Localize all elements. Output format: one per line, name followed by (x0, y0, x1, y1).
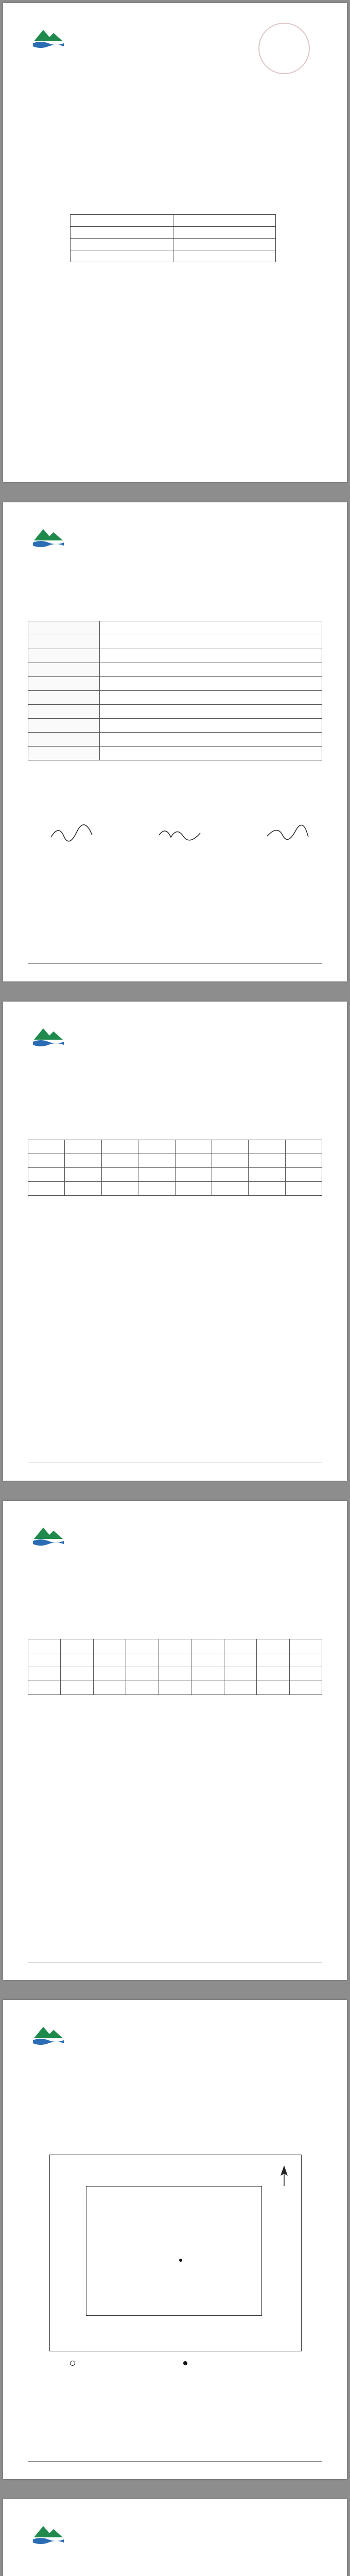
footer-rule (28, 963, 322, 964)
footer-left (28, 2464, 192, 2471)
table-row (28, 1154, 322, 1168)
summary-value (100, 733, 322, 747)
table-cell (249, 1168, 285, 1182)
column-header (175, 1140, 212, 1154)
signature-block (28, 822, 322, 858)
column-header (28, 1639, 61, 1653)
instruments-page (3, 2499, 347, 2576)
summary-value (100, 719, 322, 733)
table-row (71, 250, 276, 262)
summary-label (28, 747, 100, 760)
column-header (285, 1140, 322, 1154)
site-label (56, 2243, 84, 2249)
summary-page (3, 502, 347, 981)
summary-value (100, 705, 322, 719)
table-cell (93, 1653, 126, 1667)
summary-value (100, 747, 322, 760)
page-number (260, 1604, 322, 1612)
column-header (28, 1140, 65, 1154)
column-header (61, 1639, 93, 1653)
summary-value (100, 691, 322, 705)
table-row (28, 1667, 322, 1681)
page-title (3, 580, 347, 597)
mountain-water-logo-icon (28, 2021, 69, 2047)
mountain-water-logo-icon (28, 523, 69, 550)
table-cell (28, 1667, 61, 1681)
summary-label (28, 705, 100, 719)
summary-label (28, 733, 100, 747)
cover-value (173, 227, 276, 239)
cover-title (3, 116, 347, 140)
table-row (71, 215, 276, 227)
table-row (28, 649, 322, 663)
unit-caption (28, 1628, 234, 1636)
site-boundary (86, 2186, 262, 2316)
cover-value (173, 250, 276, 262)
summary-label (28, 621, 100, 635)
legend-item (70, 2361, 173, 2369)
company-logo (28, 2520, 69, 2551)
table-cell (289, 1653, 322, 1667)
table-cell (191, 1667, 224, 1681)
table-cell (289, 1667, 322, 1681)
table-notes (28, 1192, 322, 1209)
signature-label (244, 843, 321, 852)
column-header (159, 1639, 191, 1653)
table-header-row (28, 1140, 322, 1154)
intro-line (28, 2124, 316, 2132)
column-header (257, 1639, 289, 1653)
signature-label (28, 843, 105, 852)
circle-symbol-icon (70, 2361, 75, 2366)
site-label (86, 2325, 261, 2331)
summary-label (28, 635, 100, 649)
mountain-water-logo-icon (28, 2520, 69, 2547)
report-id (28, 1604, 151, 1612)
footer-left (28, 1964, 192, 1972)
table-cell (138, 1168, 175, 1182)
table-cell (126, 1653, 159, 1667)
table-cell (191, 1653, 224, 1667)
company-logo (28, 1022, 69, 1053)
note-line (28, 1200, 322, 1209)
results-table (28, 1140, 322, 1196)
handwritten-signature (156, 822, 203, 842)
table-notes (28, 1691, 322, 1700)
table-cell (212, 1168, 248, 1182)
table-cell (285, 1168, 322, 1182)
cover-label (71, 227, 173, 239)
table-cell (28, 1653, 61, 1667)
note-line (28, 1192, 322, 1200)
table-row (28, 705, 322, 719)
summary-label (28, 649, 100, 663)
table-cell (28, 1154, 65, 1168)
column-header (138, 1140, 175, 1154)
table-cell (212, 1154, 248, 1168)
summary-label (28, 719, 100, 733)
handwritten-signature (265, 822, 311, 842)
table-cell (175, 1168, 212, 1182)
column-header (224, 1639, 256, 1653)
table-cell (101, 1168, 138, 1182)
section-title (3, 1116, 347, 1125)
table-row (71, 239, 276, 250)
company-logo (28, 523, 69, 554)
signature-compiler (28, 822, 105, 858)
cover-subtitle (3, 142, 347, 156)
table-cell (61, 1667, 93, 1681)
table-cell (65, 1154, 101, 1168)
column-header (93, 1639, 126, 1653)
note-line (28, 1691, 322, 1700)
footer-left (28, 966, 192, 973)
intro-line (28, 2115, 316, 2124)
column-header (101, 1140, 138, 1154)
table-cell (126, 1667, 159, 1681)
summary-label (28, 691, 100, 705)
cover-label (71, 215, 173, 227)
summary-label (28, 663, 100, 677)
table-cell (138, 1154, 175, 1168)
table-cell (93, 1667, 126, 1681)
page-title (3, 1578, 347, 1596)
results-page-1 (3, 1002, 347, 1481)
report-id (28, 605, 151, 614)
column-header (212, 1140, 248, 1154)
signature-reviewer (136, 822, 213, 858)
mountain-water-logo-icon (28, 1521, 69, 1548)
table-cell (101, 1154, 138, 1168)
page-number (260, 1105, 322, 1113)
summary-value (100, 621, 322, 635)
column-header (249, 1140, 285, 1154)
footer-right (219, 1465, 322, 1472)
table-row (71, 227, 276, 239)
summary-table (28, 621, 322, 760)
results-page-2 (3, 1501, 347, 1980)
sketch-legend (70, 2361, 286, 2381)
table-cell (257, 1667, 289, 1681)
page-title (3, 2077, 347, 2095)
table-row (28, 663, 322, 677)
north-arrow-icon (276, 2164, 292, 2187)
footer-right (219, 2464, 322, 2471)
table-row (28, 621, 322, 635)
table-cell (249, 1154, 285, 1168)
column-header (289, 1639, 322, 1653)
table-cell (28, 1168, 65, 1182)
sketch-intro (28, 2115, 316, 2146)
table-row (28, 747, 322, 760)
table-row (28, 677, 322, 691)
table-cell (257, 1653, 289, 1667)
official-seal (258, 23, 310, 74)
signature-approver (244, 822, 321, 858)
sketch-page (3, 2000, 347, 2479)
summary-value (100, 649, 322, 663)
table-cell (159, 1667, 191, 1681)
cover-label (71, 250, 173, 262)
company-logo (28, 1521, 69, 1552)
table-row (28, 719, 322, 733)
results-table (28, 1639, 322, 1695)
company-logo (28, 24, 69, 55)
report-id (28, 2103, 151, 2111)
table-cell (159, 1653, 191, 1667)
page-number (260, 605, 322, 614)
table-cell (285, 1154, 322, 1168)
intro-line (28, 2132, 316, 2140)
mountain-water-logo-icon (28, 1022, 69, 1049)
summary-value (100, 635, 322, 649)
footer-rule (28, 2461, 322, 2462)
footer-right (219, 966, 322, 973)
page-number (260, 2103, 322, 2111)
handwritten-signature (48, 822, 95, 842)
table-row (28, 635, 322, 649)
table-cell (65, 1168, 101, 1182)
summary-value (100, 663, 322, 677)
table-header-row (28, 1639, 322, 1653)
cover-value (173, 215, 276, 227)
column-header (126, 1639, 159, 1653)
dot-symbol-icon (183, 2361, 187, 2365)
column-header (65, 1140, 101, 1154)
table-cell (175, 1154, 212, 1168)
report-id (28, 1105, 151, 1113)
mountain-water-logo-icon (28, 24, 69, 50)
cover-info-table (70, 214, 276, 262)
unit-caption (28, 1128, 234, 1137)
legend-item (183, 2361, 286, 2369)
company-name-logo (28, 50, 69, 56)
issuer-name (3, 271, 347, 282)
table-row (28, 1653, 322, 1667)
page-title (3, 1079, 347, 1096)
summary-label (28, 677, 100, 691)
table-row (28, 691, 322, 705)
signature-label (136, 843, 213, 852)
table-row (28, 1168, 322, 1182)
cover-label (71, 239, 173, 250)
section-title (3, 1615, 347, 1624)
table-cell (224, 1667, 256, 1681)
cover-value (173, 239, 276, 250)
column-header (191, 1639, 224, 1653)
summary-value (100, 677, 322, 691)
table-cell (61, 1653, 93, 1667)
table-cell (224, 1653, 256, 1667)
company-logo (28, 2021, 69, 2052)
footer-left (28, 1465, 192, 1472)
table-row (28, 733, 322, 747)
site-label (164, 2265, 225, 2271)
cover-page (3, 3, 347, 482)
footer-right (219, 1964, 322, 1972)
monitoring-point (179, 2259, 182, 2262)
site-sketch (49, 2155, 302, 2351)
